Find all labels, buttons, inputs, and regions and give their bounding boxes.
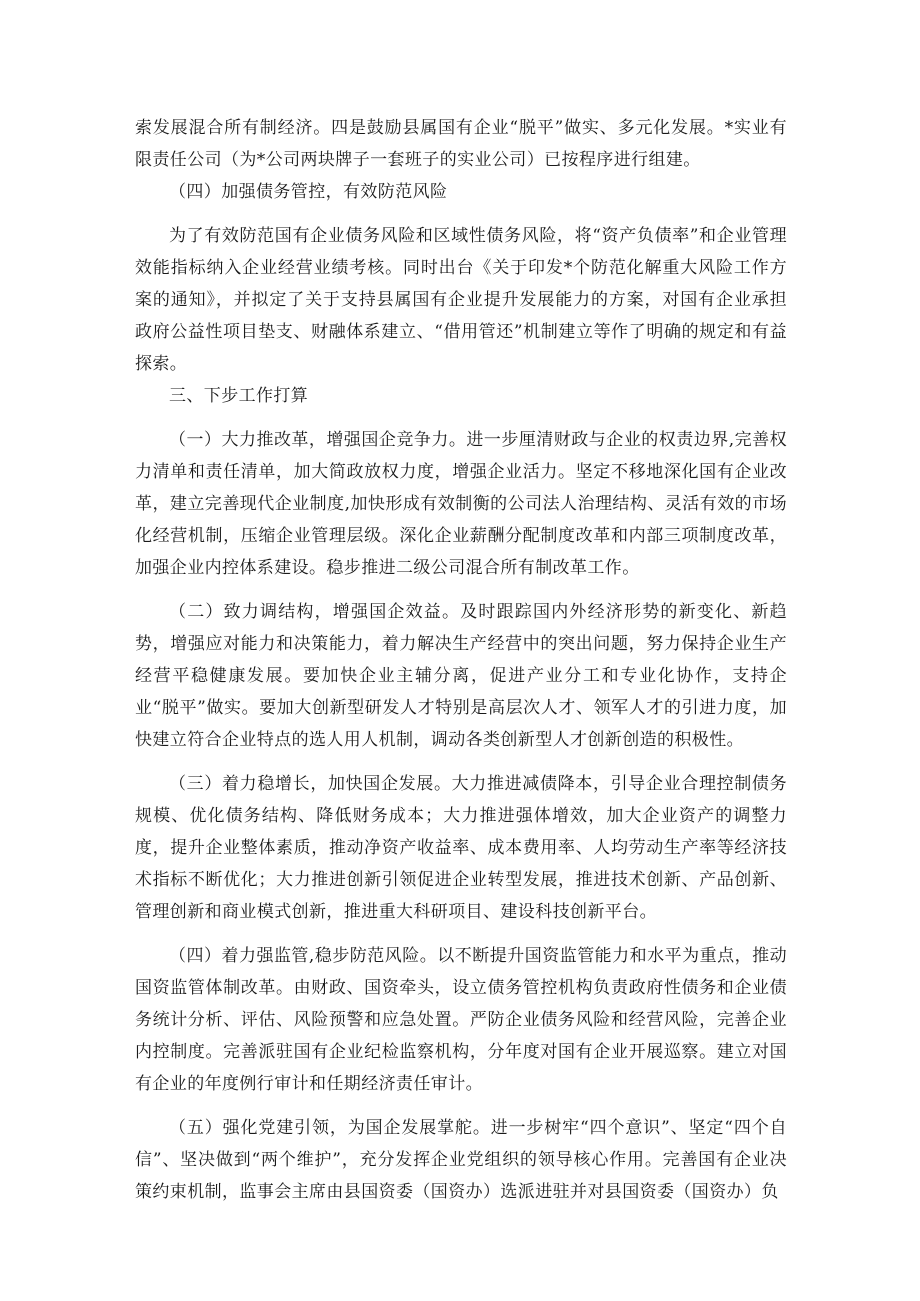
section-heading-debt-control: （四）加强债务管控，有效防范风险 [169, 182, 448, 202]
paragraph-supervision: （四）着力强监管,稳步防范风险。以不断提升国资监管能力和水平为重点，推动国资监管体制改革。由财政、国资牵头，设立债务管控机构负责政府性债务和企业债务统计分析、评估、风险预警和应急处置。严防企业债务风险和经营风险，完善企业内控制度。完善派驻国有企业纪检监察机构，分年度对国有企业开展巡察。建立对国有企业的年度例行审计和任期经济责任审计。 [135, 946, 787, 1094]
paragraph-structure: （二）致力调结构，增强国企效益。及时跟踪国内外经济形势的新变化、新趋势，增强应对能力和决策能力，着力解决生产经营中的突出问题，努力保持企业生产经营平稳健康发展。要加快企业主辅分离，促进产业分工和专业化协作，支持企业“脱平”做实。要加大创新型研发人才特别是高层次人才、领军人才的引进力度，加快建立符合企业特点的选人用人机制，调动各类创新型人才创新创造的积极性。 [135, 602, 787, 750]
paragraph-reform: （一）大力推改革，增强国企竞争力。进一步厘清财政与企业的权责边界,完善权力清单和责任清单，加大简政放权力度，增强企业活力。坚定不移地深化国有企业改革，建立完善现代企业制度,加快形成有效制衡的公司法人治理结构、灵活有效的市场化经营机制，压缩企业管理层级。深化企业薪酬分配制度改革和内部三项制度改革，加强企业内控体系建设。稳步推进二级公司混合所有制改革工作。 [135, 430, 787, 578]
section-heading-next-steps: 三、下步工作打算 [169, 386, 309, 406]
paragraph-party-building: （五）强化党建引领，为国企发展掌舵。进一步树牢“四个意识”、坚定“四个自信”、坚决做到“两个维护”，充分发挥企业党组织的领导核心作用。完善国有企业决策约束机制，监事会主席由县国资委（国资办）选派进驻并对县国资委（国资办）负 [135, 1118, 787, 1202]
paragraph-continuation: 索发展混合所有制经济。四是鼓励县属国有企业“脱平”做实、多元化发展。*实业有限责任公司（为*公司两块牌子一套班子的实业公司）已按程序进行组建。 [135, 118, 787, 170]
document-page [135, 112, 787, 1208]
paragraph-debt-control: 为了有效防范国有企业债务风险和区域性债务风险，将“资产负债率”和企业管理效能指标纳入企业经营业绩考核。同时出台《关于印发*个防范化解重大风险工作方案的通知》，并拟定了关于支持县属国有企业提升发展能力的方案，对国有企业承担政府公益性项目垫支、财融体系建立、“借用管还”机制建立等作了明确的规定和有益探索。 [135, 226, 787, 374]
paragraph-growth: （三）着力稳增长，加快国企发展。大力推进减债降本，引导企业合理控制债务规模、优化债务结构、降低财务成本；大力推进强体增效，加大企业资产的调整力度，提升企业整体素质，推动净资产收益率、成本费用率、人均劳动生产率等经济技术指标不断优化；大力推进创新引领促进企业转型发展，推进技术创新、产品创新、管理创新和商业模式创新，推进重大科研项目、建设科技创新平台。 [135, 774, 787, 922]
